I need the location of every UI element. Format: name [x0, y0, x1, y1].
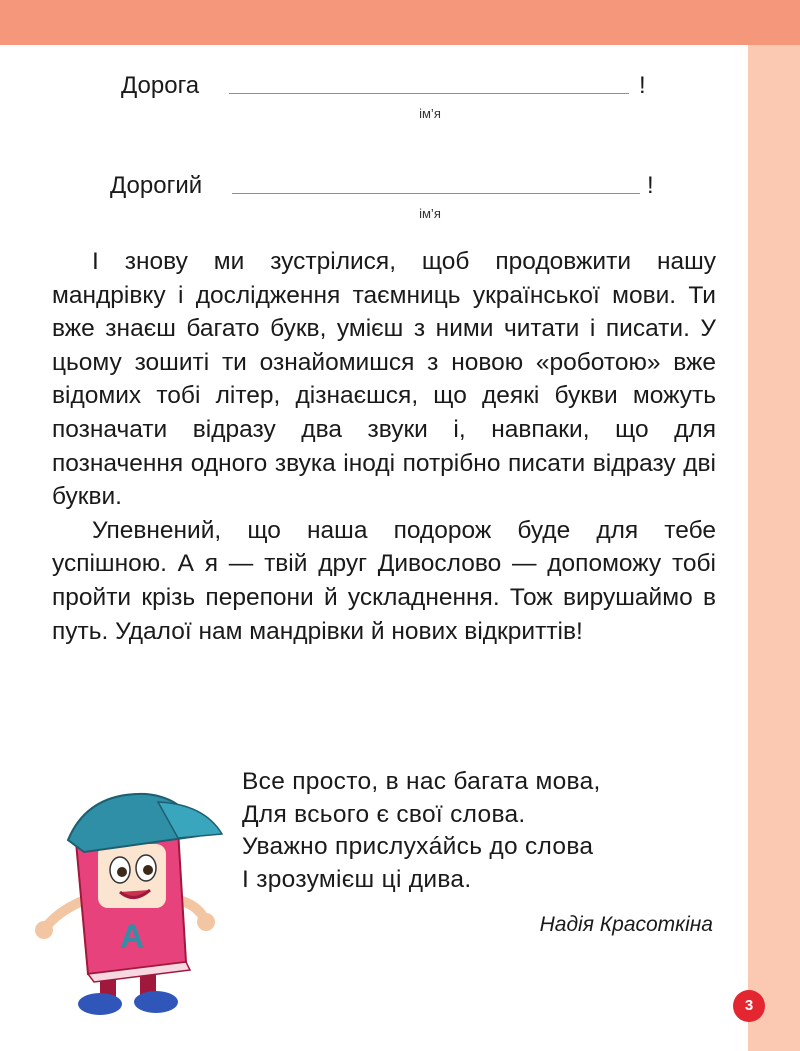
- mascot-letter: A: [119, 918, 145, 956]
- name-caption-female: ім’я: [419, 106, 441, 121]
- mascot-right-hand: [197, 913, 215, 931]
- poem-line: Все просто, в нас багата мова,: [242, 768, 601, 795]
- page-number-badge: 3: [733, 990, 765, 1022]
- top-banner: [0, 0, 800, 45]
- paragraph-encouragement: Упевнений, що наша подорож буде для тебе успішною. А я — твій друг Дивослово — допоможу тобі пройти крізь перепони й ускладнення. Тож вирушаймо в путь. Удалої нам мандрівки й нових відкриттів!: [52, 516, 716, 645]
- greeting-female: [121, 72, 199, 100]
- mascot-right-shoe: [134, 991, 178, 1013]
- name-field-female[interactable]: [229, 93, 629, 94]
- greeting-male-word: Дорогий: [110, 172, 203, 199]
- greeting-male-exclamation: !: [647, 172, 654, 199]
- paragraph-intro: І знову ми зустрілися, щоб продовжити нашу мандрівку і дослідження таємниць української мови. Ти вже знаєш багато букв, умієш з ними читати і писати. У цьому зошиті ти ознайомишся з новою «роботою» вже відомих тобі літер, дізнаєшся, що деякі букви можуть позначати відразу два звуки і, навпаки, що для позначення одного звука іноді потрібно писати відразу дві букви.: [52, 248, 716, 511]
- poem-line: Уважно прислухáйсь до слова: [242, 833, 594, 860]
- greeting-female-exclamation: !: [639, 72, 646, 99]
- greeting-male: [110, 172, 202, 200]
- name-field-male[interactable]: [232, 193, 640, 194]
- mascot-left-hand: [35, 921, 53, 939]
- greeting-female-word: Дорога: [121, 72, 200, 99]
- poem: [242, 766, 722, 896]
- mascot-left-shoe: [78, 993, 122, 1015]
- name-caption-male: ім’я: [419, 206, 441, 221]
- poem-line: Для всього є свої слова.: [242, 800, 526, 828]
- poem-line: І зрозумієш ці дива.: [242, 865, 472, 893]
- mascot-left-arm: [46, 902, 80, 927]
- poem-author: Надія Красоткіна: [539, 913, 713, 936]
- letter-body: [52, 245, 716, 648]
- side-margin-strip: [748, 45, 800, 1051]
- book-mascot-illustration: [28, 782, 228, 1022]
